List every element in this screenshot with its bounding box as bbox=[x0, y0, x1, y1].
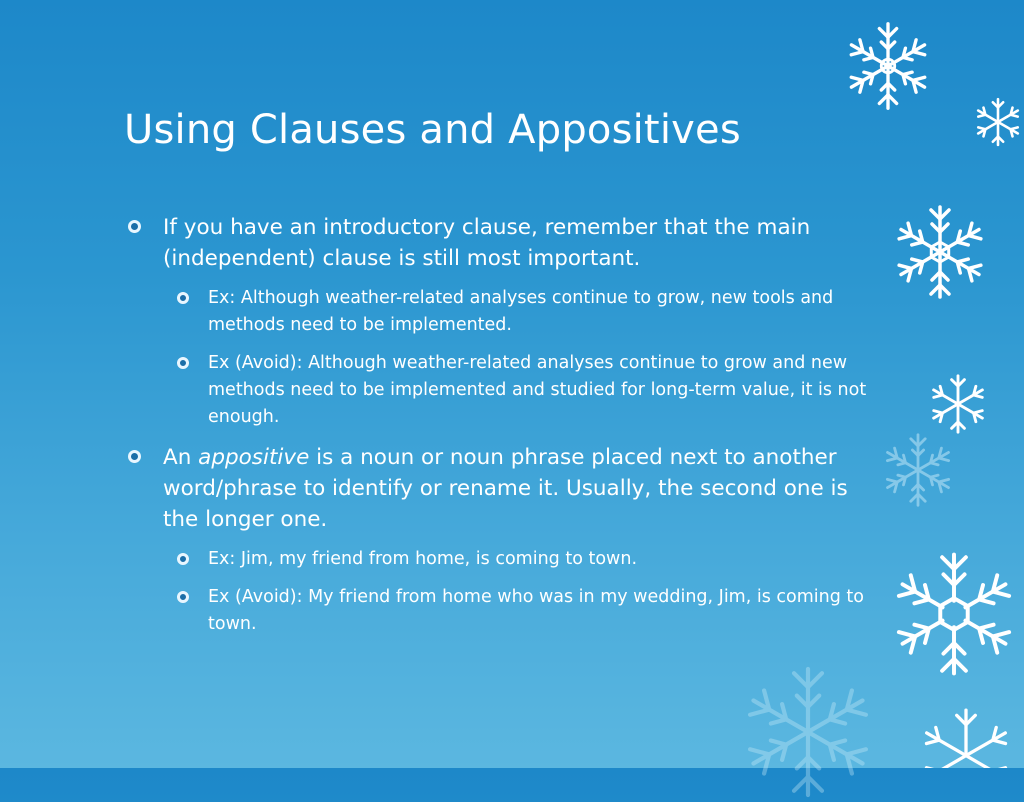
bullet-item bbox=[126, 212, 886, 274]
bullet-icon bbox=[128, 220, 141, 233]
sub-bullet-text: Ex: Although weather-related analyses continue to grow, new tools and methods need to be implemented. bbox=[208, 288, 834, 335]
snowflake-icon bbox=[972, 96, 1024, 148]
sub-bullet-text: Ex (Avoid): Although weather-related analyses continue to grow and new methods need to be implemented and studied for long-term value, it is not enough. bbox=[208, 353, 867, 427]
bullet-icon bbox=[177, 292, 189, 304]
snowflake-icon bbox=[926, 372, 990, 436]
sub-bullet-item bbox=[126, 546, 886, 573]
bullet-text: If you have an introductory clause, remember that the main (independent) clause is still most important. bbox=[163, 215, 811, 271]
slide-title: Using Clauses and Appositives bbox=[124, 107, 741, 153]
sub-bullet-item bbox=[126, 584, 886, 638]
snowflake-icon bbox=[738, 662, 878, 802]
bullet-icon bbox=[177, 553, 189, 565]
bullet-item bbox=[126, 442, 886, 535]
bullet-icon bbox=[177, 591, 189, 603]
emphasized-term: appositive bbox=[198, 445, 310, 470]
bullet-icon bbox=[128, 450, 141, 463]
bullet-text-prefix: An bbox=[163, 445, 199, 470]
sub-bullet-item bbox=[126, 285, 886, 339]
bullet-text-suffix: is a noun or noun phrase placed next to another word/phrase to identify or rename it. Usually, the second one is the longer one. bbox=[163, 445, 848, 532]
snowflake-icon bbox=[840, 18, 936, 114]
snowflake-icon bbox=[914, 704, 1018, 768]
snowflake-icon bbox=[878, 430, 958, 510]
sub-bullet-text: Ex (Avoid): My friend from home who was in my wedding, Jim, is coming to town. bbox=[208, 587, 864, 634]
sub-bullet-text: Ex: Jim, my friend from home, is coming to town. bbox=[208, 549, 638, 569]
snowflake-icon bbox=[888, 548, 1020, 680]
sub-bullet-item bbox=[126, 350, 886, 431]
slide-body bbox=[126, 212, 886, 649]
bullet-icon bbox=[177, 357, 189, 369]
snowflake-icon bbox=[890, 202, 990, 302]
